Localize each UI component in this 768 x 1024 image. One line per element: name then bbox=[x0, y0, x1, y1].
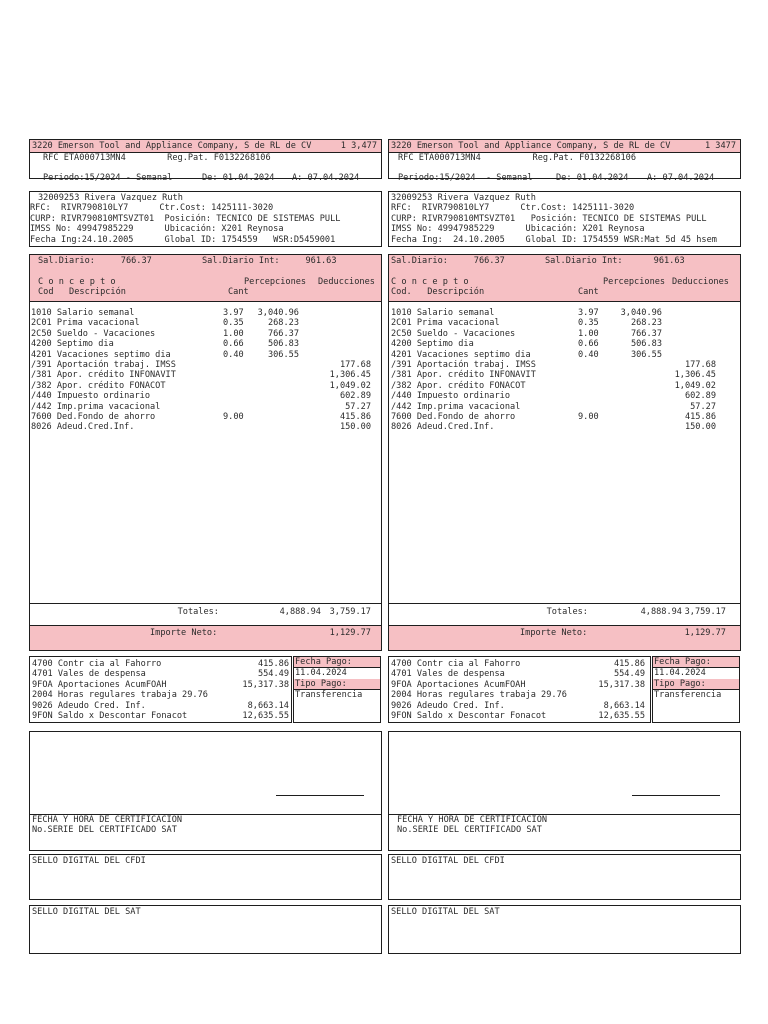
concept-cant: 0.35 bbox=[578, 318, 599, 329]
periodo-a: A: 07.04.2024 bbox=[647, 173, 715, 183]
totals-divider bbox=[389, 603, 740, 604]
header-box bbox=[388, 139, 741, 183]
payslip-left bbox=[29, 139, 382, 959]
concept-description: 7600 Ded.Fondo de ahorro bbox=[391, 412, 516, 422]
concept-cant: 0.66 bbox=[578, 339, 599, 350]
concept-description: /440 Impuesto ordinario bbox=[31, 391, 150, 402]
concept-cant: 0.40 bbox=[223, 349, 244, 360]
concept-row bbox=[389, 329, 740, 340]
concept-deduccion: 415.86 bbox=[339, 412, 371, 422]
company-number: 1 3,477 bbox=[340, 141, 377, 151]
totals-divider bbox=[30, 603, 381, 604]
employee-imss: IMSS No: 49947985229 Ubicación: X201 Reynosa bbox=[391, 224, 645, 234]
concept-cant: 1.00 bbox=[223, 328, 244, 339]
periodo: Periodo:15/2024 - Semanal bbox=[398, 173, 533, 183]
concept-percepcion: 3,040.96 bbox=[620, 308, 662, 318]
extra-row bbox=[32, 711, 289, 722]
extra-row bbox=[32, 690, 289, 701]
extra-row bbox=[391, 711, 645, 722]
concept-description: 7600 Ded.Fondo de ahorro bbox=[31, 412, 156, 422]
extra-label: 4701 Vales de despensa bbox=[32, 669, 146, 680]
deducciones-heading: Deducciones bbox=[318, 277, 375, 287]
concept-row bbox=[30, 391, 381, 402]
concept-description: /391 Aportación trabaj. IMSS bbox=[31, 360, 176, 370]
concept-description: /381 Apor. crédito INFONAVIT bbox=[391, 370, 536, 381]
periodo-a: A: 07.04.2024 bbox=[292, 173, 360, 183]
deducciones-heading: Deducciones bbox=[672, 277, 729, 287]
signature-line bbox=[276, 795, 364, 796]
cert-serie-label: No.SERIE DEL CERTIFICADO SAT bbox=[397, 825, 542, 835]
importe-neto-label: Importe Neto: bbox=[520, 628, 588, 638]
concept-description: 4201 Vacaciones septimo dia bbox=[31, 349, 171, 360]
extras-box bbox=[29, 656, 292, 723]
tipo-pago-value: Transferencia bbox=[295, 690, 363, 700]
extra-label: 9026 Adeudo Cred. Inf. bbox=[391, 700, 505, 711]
concepts-box bbox=[29, 254, 382, 641]
importe-neto-value: 1,129.77 bbox=[329, 628, 371, 638]
concept-cant: 1.00 bbox=[578, 328, 599, 339]
concepts-box bbox=[388, 254, 741, 641]
extra-row bbox=[391, 680, 645, 691]
concept-deduccion: 1,306.45 bbox=[329, 370, 371, 381]
percepciones-heading: Percepciones bbox=[603, 277, 666, 287]
extra-label: 9FON Saldo x Descontar Fonacot bbox=[32, 711, 188, 721]
concept-deduccion: 57.27 bbox=[345, 401, 371, 412]
importe-neto-box bbox=[388, 625, 741, 651]
concept-description: /442 Imp.prima vacacional bbox=[391, 401, 521, 412]
extra-label: 4701 Vales de despensa bbox=[391, 669, 505, 680]
concept-row bbox=[30, 329, 381, 340]
header-box bbox=[29, 139, 382, 183]
totales-deducciones: 3,759.17 bbox=[329, 607, 371, 617]
sello-sat-box bbox=[388, 905, 741, 954]
concept-description: 8026 Adeud.Cred.Inf. bbox=[31, 422, 135, 433]
extra-row bbox=[391, 690, 645, 701]
cant-heading: Cant bbox=[578, 287, 599, 297]
extra-row bbox=[391, 659, 645, 670]
employee-name: 32009253 Rivera Vazquez Ruth bbox=[38, 193, 183, 203]
employee-box bbox=[29, 191, 382, 247]
tipo-pago-value: Transferencia bbox=[654, 690, 722, 700]
sello-cfdi-box bbox=[388, 854, 741, 900]
extra-value: 15,317.38 bbox=[242, 679, 289, 690]
sello-sat-label: SELLO DIGITAL DEL SAT bbox=[32, 907, 141, 917]
concept-row bbox=[389, 381, 740, 392]
sello-sat-box bbox=[29, 905, 382, 954]
sal-diario-int: Sal.Diario Int: 961.63 bbox=[202, 256, 337, 266]
extra-row bbox=[32, 680, 289, 691]
employee-name: 32009253 Rivera Vazquez Ruth bbox=[391, 193, 536, 203]
fecha-pago-label: Fecha Pago: bbox=[654, 657, 711, 667]
cert-serie-label: No.SERIE DEL CERTIFICADO SAT bbox=[32, 825, 177, 835]
sello-sat-label: SELLO DIGITAL DEL SAT bbox=[391, 907, 500, 917]
concept-description: 4200 Septimo dia bbox=[391, 339, 474, 350]
concept-cant: 9.00 bbox=[578, 412, 599, 422]
concepto-heading: C o n c e p t o bbox=[38, 277, 116, 287]
concept-cant: 0.35 bbox=[223, 318, 244, 329]
sello-cfdi-label: SELLO DIGITAL DEL CFDI bbox=[391, 856, 505, 866]
sal-diario: Sal.Diario: 766.37 bbox=[38, 256, 152, 266]
fecha-pago-value: 11.04.2024 bbox=[654, 668, 706, 678]
extra-label: 9FOA Aportaciones AcumFOAH bbox=[32, 679, 167, 690]
importe-neto-label: Importe Neto: bbox=[150, 628, 218, 638]
concept-row bbox=[30, 402, 381, 413]
payslip-right bbox=[388, 139, 741, 959]
concept-cant: 9.00 bbox=[223, 412, 244, 422]
certification-box bbox=[29, 731, 382, 851]
concept-description: 4200 Septimo dia bbox=[31, 339, 114, 350]
employee-box bbox=[388, 191, 741, 247]
extra-value: 415.86 bbox=[257, 659, 289, 669]
concept-description: 4201 Vacaciones septimo dia bbox=[391, 349, 531, 360]
tipo-pago-label: Tipo Pago: bbox=[654, 679, 706, 689]
fecha-pago-value: 11.04.2024 bbox=[295, 668, 347, 678]
employee-imss: IMSS No: 49947985229 Ubicación: X201 Reynosa bbox=[30, 224, 284, 234]
extra-label: 2004 Horas regulares trabaja 29.76 bbox=[32, 690, 208, 701]
extra-value: 12,635.55 bbox=[598, 711, 645, 721]
concept-deduccion: 150.00 bbox=[684, 422, 716, 433]
fecha-pago-label: Fecha Pago: bbox=[295, 657, 352, 667]
concept-description: /442 Imp.prima vacacional bbox=[31, 401, 161, 412]
concept-percepcion: 3,040.96 bbox=[257, 308, 299, 318]
concept-description: /382 Apor. crédito FONACOT bbox=[31, 380, 166, 391]
concept-percepcion: 306.55 bbox=[630, 349, 662, 360]
extra-label: 9FON Saldo x Descontar Fonacot bbox=[391, 711, 547, 721]
pago-box bbox=[652, 656, 740, 723]
concept-row bbox=[30, 350, 381, 361]
extra-row bbox=[391, 701, 645, 712]
extra-value: 554.49 bbox=[613, 669, 645, 680]
concept-description: 1010 Salario semanal bbox=[31, 308, 135, 318]
concept-row bbox=[30, 422, 381, 433]
concept-percepcion: 506.83 bbox=[630, 339, 662, 350]
extra-label: 9FOA Aportaciones AcumFOAH bbox=[391, 679, 526, 690]
extra-value: 415.86 bbox=[613, 659, 645, 669]
extra-label: 4700 Contr cia al Fahorro bbox=[32, 659, 162, 669]
concept-row bbox=[389, 422, 740, 433]
extra-value: 554.49 bbox=[257, 669, 289, 680]
percepciones-heading: Percepciones bbox=[244, 277, 307, 287]
periodo: Periodo:15/2024 - Semanal bbox=[43, 173, 173, 183]
concepto-heading: C o n c e p t o bbox=[391, 277, 469, 287]
concept-deduccion: 1,049.02 bbox=[329, 380, 371, 391]
concept-row bbox=[389, 308, 740, 319]
concept-deduccion: 177.68 bbox=[684, 360, 716, 370]
periodo-de: De: 01.04.2024 bbox=[556, 173, 629, 183]
concept-percepcion: 306.55 bbox=[267, 349, 299, 360]
concept-row bbox=[389, 318, 740, 329]
periodo-de: De: 01.04.2024 bbox=[202, 173, 275, 183]
extra-row bbox=[32, 659, 289, 670]
concept-cant: 3.97 bbox=[223, 308, 244, 318]
employee-rfc: RFC: RIVR790810LY7 Ctr.Cost: 1425111-3020 bbox=[30, 203, 274, 213]
concept-row bbox=[30, 339, 381, 350]
cant-heading: Cant bbox=[228, 287, 249, 297]
concept-percepcion: 766.37 bbox=[267, 328, 299, 339]
importe-neto-box bbox=[29, 625, 382, 651]
sello-cfdi-label: SELLO DIGITAL DEL CFDI bbox=[32, 856, 146, 866]
concept-row bbox=[30, 412, 381, 423]
sal-diario-int: Sal.Diario Int: 961.63 bbox=[545, 256, 685, 266]
totales-deducciones: 3,759.17 bbox=[684, 607, 726, 617]
extra-label: 9026 Adeudo Cred. Inf. bbox=[32, 700, 146, 711]
concept-row bbox=[389, 339, 740, 350]
pago-box bbox=[293, 656, 381, 723]
concept-deduccion: 602.89 bbox=[684, 391, 716, 402]
concept-row bbox=[30, 381, 381, 392]
extras-box bbox=[388, 656, 651, 723]
concept-row bbox=[30, 370, 381, 381]
certification-box bbox=[388, 731, 741, 851]
concept-description: /382 Apor. crédito FONACOT bbox=[391, 380, 526, 391]
concept-deduccion: 150.00 bbox=[339, 422, 371, 433]
concept-row bbox=[389, 402, 740, 413]
concept-deduccion: 1,049.02 bbox=[674, 380, 716, 391]
concept-row bbox=[389, 350, 740, 361]
company-name: 3220 Emerson Tool and Appliance Company, S de RL de CV bbox=[32, 141, 312, 151]
concept-description: 1010 Salario semanal bbox=[391, 308, 495, 318]
concept-row bbox=[389, 391, 740, 402]
concept-description: 2C01 Prima vacacional bbox=[391, 318, 500, 329]
company-name: 3220 Emerson Tool and Appliance Company, S de RL de CV bbox=[391, 141, 671, 151]
concept-cant: 3.97 bbox=[578, 308, 599, 318]
cert-fecha-label: FECHA Y HORA DE CERTIFICACION bbox=[397, 815, 548, 825]
concept-row bbox=[389, 412, 740, 423]
employee-fecha-ing: Fecha Ing:24.10.2005 Global ID: 1754559 WSR:D5459001 bbox=[30, 235, 336, 245]
concept-description: 2C50 Sueldo - Vacaciones bbox=[31, 328, 156, 339]
extra-value: 8,663.14 bbox=[247, 700, 289, 711]
sal-diario: Sal.Diario: 766.37 bbox=[391, 256, 505, 266]
employee-fecha-ing: Fecha Ing: 24.10.2005 Global ID: 1754559 WSR:Mat 5d 45 hsem bbox=[391, 235, 717, 245]
totales-label: Totales: bbox=[546, 607, 588, 617]
concept-cant: 0.66 bbox=[223, 339, 244, 350]
totales-percepciones: 4,888.94 bbox=[640, 607, 682, 617]
concept-description: /391 Aportación trabaj. IMSS bbox=[391, 360, 536, 370]
totales-percepciones: 4,888.94 bbox=[279, 607, 321, 617]
employee-rfc: RFC: RIVR790810LY7 Ctr.Cost: 1425111-3020 bbox=[391, 203, 635, 213]
company-number: 1 3477 bbox=[704, 141, 736, 151]
cod-desc-heading: Cod Descripción bbox=[38, 287, 126, 297]
concept-deduccion: 1,306.45 bbox=[674, 370, 716, 381]
concept-percepcion: 268.23 bbox=[267, 318, 299, 329]
extra-row bbox=[391, 669, 645, 680]
concept-row bbox=[30, 318, 381, 329]
concept-row bbox=[389, 370, 740, 381]
employee-curp: CURP: RIVR790810MTSVZT01 Posición: TECNICO DE SISTEMAS PULL bbox=[30, 214, 341, 224]
importe-neto-value: 1,129.77 bbox=[684, 628, 726, 638]
tipo-pago-label: Tipo Pago: bbox=[295, 679, 347, 689]
extra-label: 4700 Contr cia al Fahorro bbox=[391, 659, 521, 669]
concept-percepcion: 268.23 bbox=[630, 318, 662, 329]
extra-row bbox=[32, 669, 289, 680]
concept-cant: 0.40 bbox=[578, 349, 599, 360]
extra-label: 2004 Horas regulares trabaja 29.76 bbox=[391, 690, 567, 701]
concept-row bbox=[30, 308, 381, 319]
concept-deduccion: 177.68 bbox=[339, 360, 371, 370]
extra-value: 15,317.38 bbox=[598, 679, 645, 690]
employee-curp: CURP: RIVR790810MTSVZT01 Posición: TECNICO DE SISTEMAS PULL bbox=[391, 214, 707, 224]
cod-desc-heading: Cod. Descripción bbox=[391, 287, 485, 297]
rfc-regpat: RFC ETA000713MN4 Reg.Pat. F0132268106 bbox=[43, 153, 271, 163]
totales-label: Totales: bbox=[177, 607, 219, 617]
concept-percepcion: 766.37 bbox=[630, 328, 662, 339]
extra-value: 8,663.14 bbox=[603, 700, 645, 711]
signature-line bbox=[632, 795, 720, 796]
concept-description: /381 Apor. crédito INFONAVIT bbox=[31, 370, 176, 381]
concept-deduccion: 57.27 bbox=[690, 401, 716, 412]
sello-cfdi-box bbox=[29, 854, 382, 900]
concept-description: 2C01 Prima vacacional bbox=[31, 318, 140, 329]
concept-description: /440 Impuesto ordinario bbox=[391, 391, 510, 402]
concept-description: 2C50 Sueldo - Vacaciones bbox=[391, 328, 516, 339]
rfc-regpat: RFC ETA000713MN4 Reg.Pat. F0132268106 bbox=[398, 153, 636, 163]
concept-deduccion: 602.89 bbox=[339, 391, 371, 402]
concept-deduccion: 415.86 bbox=[684, 412, 716, 422]
extra-value: 12,635.55 bbox=[242, 711, 289, 721]
cert-fecha-label: FECHA Y HORA DE CERTIFICACION bbox=[32, 815, 183, 825]
concept-description: 8026 Adeud.Cred.Inf. bbox=[391, 422, 495, 433]
concept-percepcion: 506.83 bbox=[267, 339, 299, 350]
extra-row bbox=[32, 701, 289, 712]
